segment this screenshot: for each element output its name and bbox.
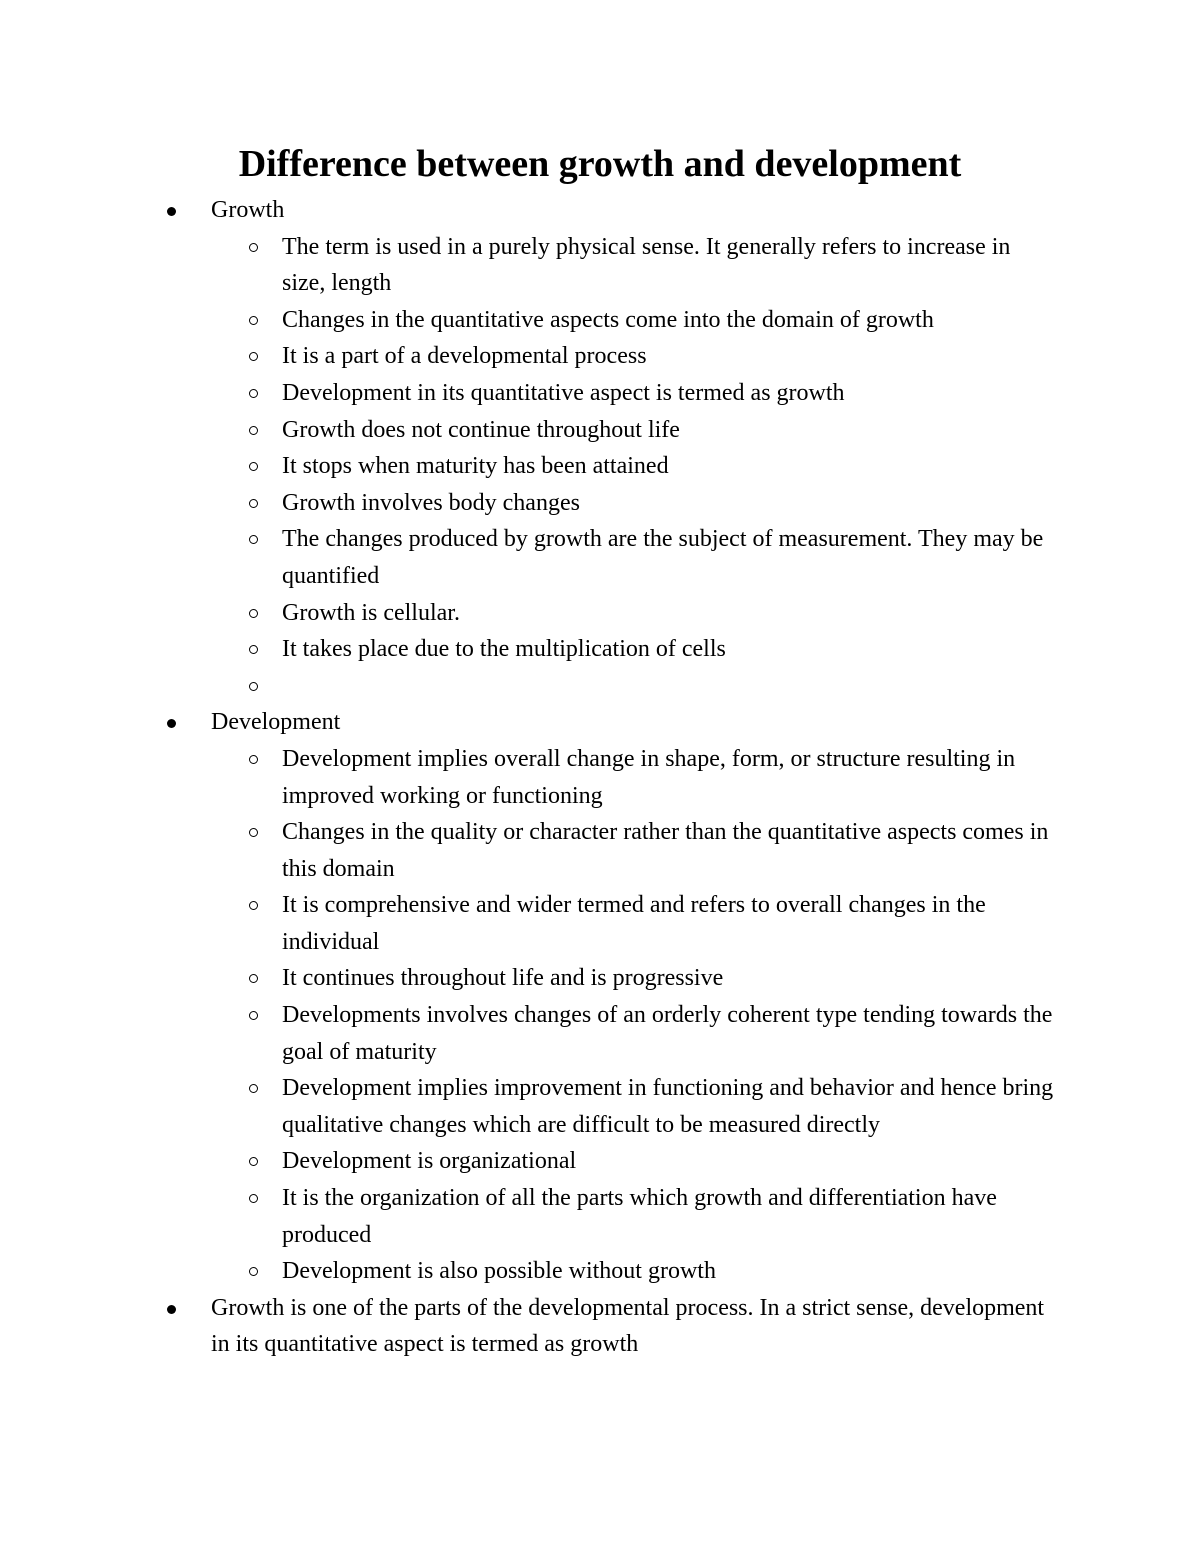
filled-bullet-icon (167, 207, 176, 216)
hollow-bullet-icon (249, 682, 258, 691)
list-item (0, 595, 1057, 632)
list-item-text: Development implies overall change in shape, form, or structure resulting in improved working or functioning (282, 745, 1016, 809)
list-item-text: Changes in the quantitative aspects come into the domain of growth (282, 306, 934, 333)
hollow-bullet-icon (249, 1194, 258, 1203)
hollow-bullet-icon (249, 609, 258, 618)
hollow-bullet-icon (249, 389, 258, 398)
hollow-bullet-icon (249, 1011, 258, 1020)
section-heading: Growth (211, 197, 285, 223)
list-item (0, 741, 1057, 814)
list-item (0, 1143, 1057, 1180)
page-title: Difference between growth and development (238, 143, 962, 185)
main-bullet-list (0, 192, 1200, 1363)
hollow-bullet-icon (249, 243, 258, 252)
list-item (0, 338, 1057, 375)
list-item (0, 814, 1057, 887)
hollow-bullet-icon (249, 426, 258, 435)
list-item (0, 521, 1057, 594)
list-item (0, 229, 1057, 302)
list-item-text: Growth does not continue throughout life (282, 416, 680, 443)
hollow-bullet-icon (249, 1157, 258, 1166)
list-item-text: It stops when maturity has been attained (282, 453, 669, 480)
filled-bullet-icon (167, 1305, 176, 1314)
list-item (0, 1253, 1057, 1290)
hollow-bullet-icon (249, 462, 258, 471)
list-item-development (0, 704, 1061, 1290)
list-item-text: Growth is cellular. (282, 599, 460, 626)
list-item (0, 997, 1057, 1070)
hollow-bullet-icon (249, 1084, 258, 1093)
list-item-text: Development is organizational (282, 1148, 577, 1175)
list-item (0, 1180, 1057, 1253)
list-item (0, 631, 1057, 668)
list-item-text: Development in its quantitative aspect is termed as growth (282, 379, 845, 406)
list-item (0, 485, 1057, 522)
list-item-text: Changes in the quality or character rather than the quantitative aspects comes in this domain (282, 819, 1049, 882)
list-item (0, 412, 1057, 449)
hollow-bullet-icon (249, 901, 258, 910)
filled-bullet-icon (167, 719, 176, 728)
hollow-bullet-icon (249, 535, 258, 544)
list-item (0, 887, 1057, 960)
conclusion-text: Growth is one of the parts of the developmental process. In a strict sense, development in its quantitative aspect is termed as growth (211, 1294, 1045, 1358)
list-item-text: It takes place due to the multiplication of cells (282, 636, 726, 663)
hollow-bullet-icon (249, 1267, 258, 1276)
section-heading: Development (211, 709, 341, 736)
list-item-text: Developments involves changes of an orderly coherent type tending towards the goal of maturity (282, 1002, 1053, 1065)
list-item (0, 448, 1057, 485)
hollow-bullet-icon (249, 316, 258, 325)
list-item-text: It continues throughout life and is progressive (282, 965, 724, 992)
list-item (0, 302, 1057, 339)
list-item (0, 960, 1057, 997)
list-item-text: It is a part of a developmental process (282, 343, 647, 370)
list-item-growth (0, 192, 1061, 704)
list-item-text: Growth involves body changes (282, 489, 580, 516)
list-item-text: Development is also possible without growth (282, 1258, 716, 1285)
list-item (0, 1070, 1057, 1143)
list-item-text: It is the organization of all the parts which growth and differentiation have produced (282, 1185, 997, 1248)
list-item-text: The changes produced by growth are the subject of measurement. They may be quantified (282, 526, 1044, 589)
list-item-text: It is comprehensive and wider termed and refers to overall changes in the individual (282, 892, 986, 955)
hollow-bullet-icon (249, 974, 258, 983)
list-item-conclusion (0, 1290, 1061, 1363)
development-sub-list (211, 741, 1061, 1290)
list-item-empty (0, 668, 1057, 705)
hollow-bullet-icon (249, 645, 258, 654)
list-item-text: The term is used in a purely physical sense. It generally refers to increase in size, length (282, 233, 1011, 297)
list-item-text: Development implies improvement in functioning and behavior and hence bring qualitative changes which are difficult to be measured directly (282, 1075, 1054, 1138)
hollow-bullet-icon (249, 755, 258, 764)
hollow-bullet-icon (249, 499, 258, 508)
list-item (0, 375, 1057, 412)
hollow-bullet-icon (249, 352, 258, 361)
growth-sub-list (211, 229, 1061, 705)
hollow-bullet-icon (249, 828, 258, 837)
